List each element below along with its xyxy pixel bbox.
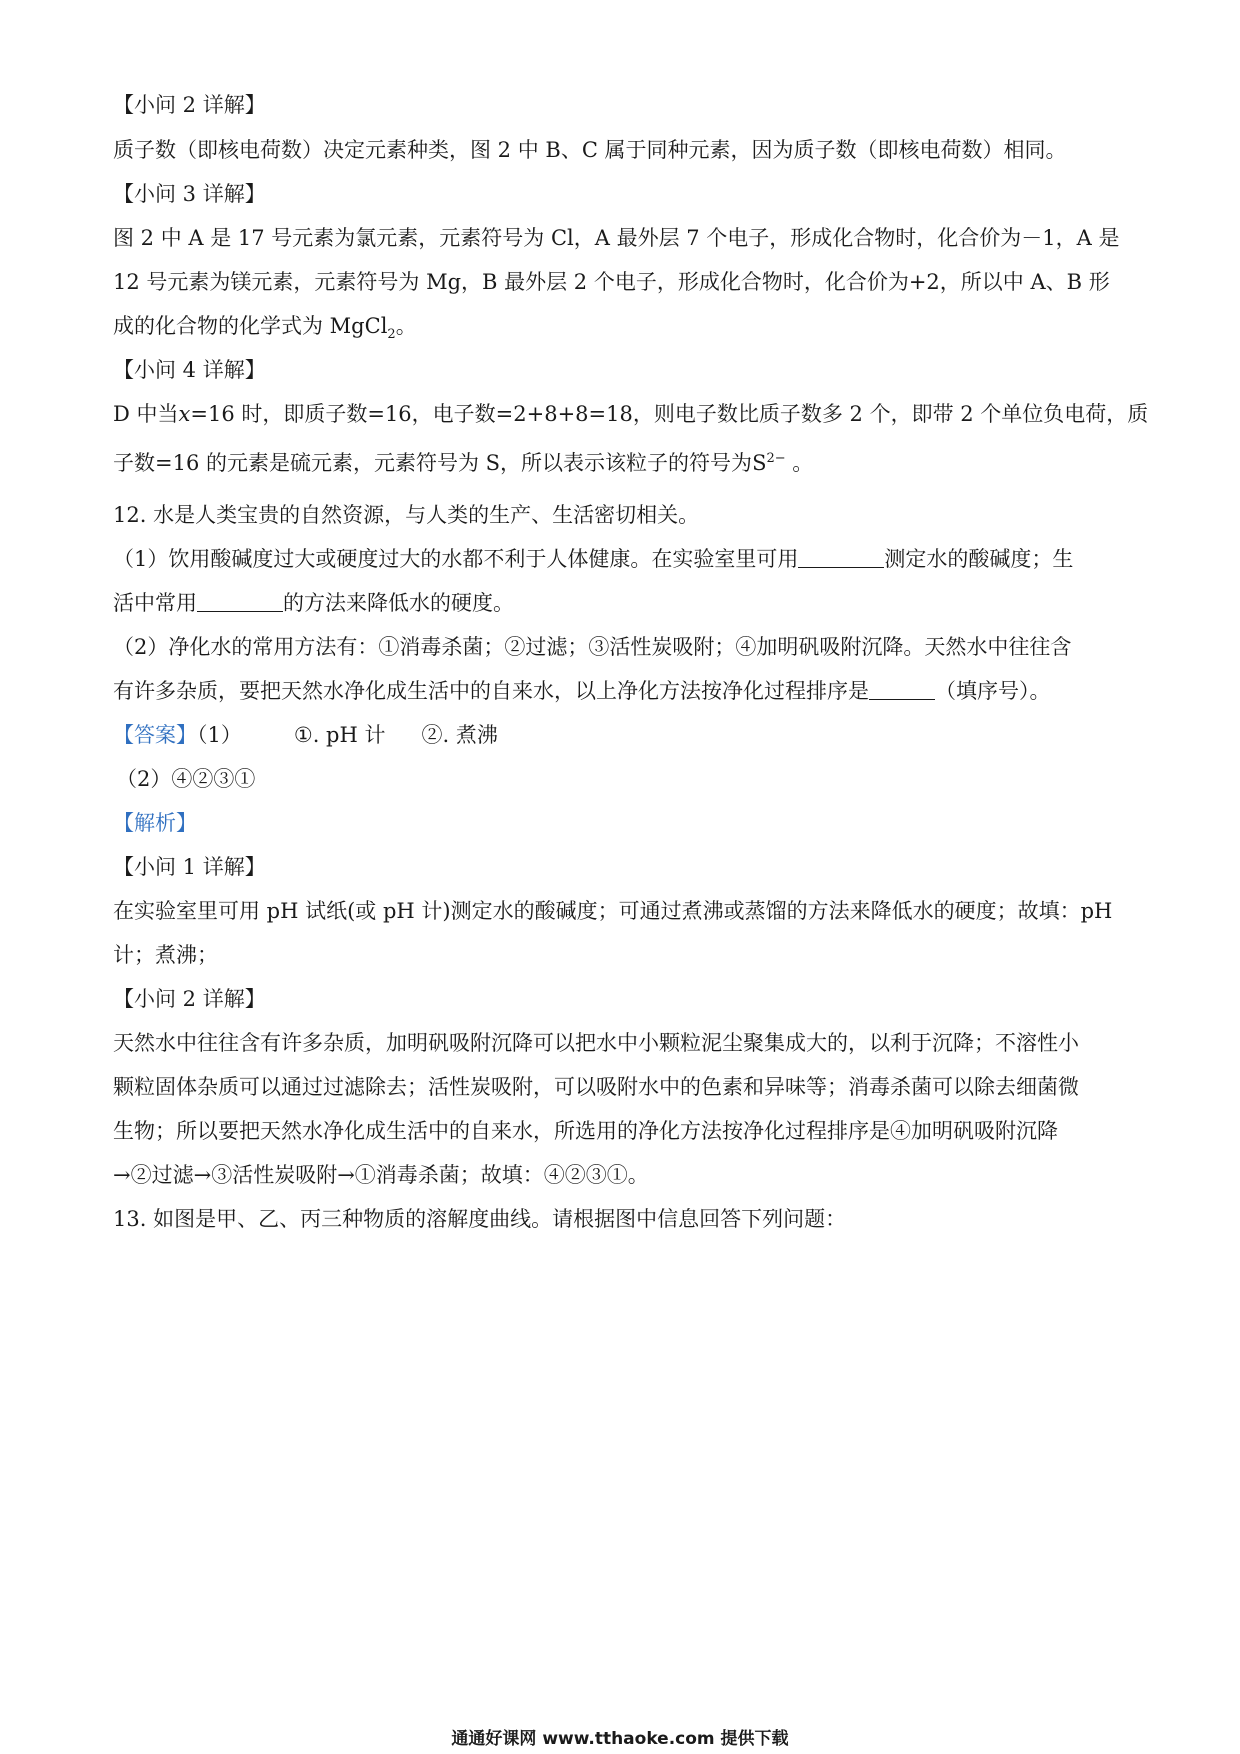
answer-blank bbox=[197, 589, 283, 612]
section-heading: 【小问 2 详解】 bbox=[113, 987, 266, 1011]
text-segment: （1） bbox=[197, 723, 242, 747]
ion-symbol: S bbox=[752, 451, 767, 475]
text-segment: 的方法来降低水的硬度。 bbox=[283, 591, 514, 615]
text-segment: 。 bbox=[785, 451, 814, 475]
paragraph-line: 在实验室里可用 pH 试纸(或 pH 计)测定水的酸碱度；可通过煮沸或蒸馏的方法来降低水的硬度；故填：pH bbox=[113, 899, 1113, 923]
page-footer: 通通好课网 www.tthaoke.com 提供下载 bbox=[451, 1729, 789, 1749]
text-segment: 活中常用 bbox=[113, 591, 197, 615]
text-segment: 。 bbox=[395, 314, 417, 338]
paragraph-line: 质子数（即核电荷数）决定元素种类，图 2 中 B、C 属于同种元素，因为质子数（即核电荷数）相同。 bbox=[113, 138, 1067, 162]
question-part: （2）净化水的常用方法有：①消毒杀菌；②过滤；③活性炭吸附；④加明矾吸附沉降。天然水中往往含 bbox=[113, 635, 1072, 659]
section-heading: 【小问 4 详解】 bbox=[113, 358, 266, 382]
text-segment: （1）饮用酸碱度过大或硬度过大的水都不利于人体健康。在实验室里可用 bbox=[113, 547, 799, 571]
ion-charge: 2− bbox=[766, 451, 786, 466]
answer-line bbox=[113, 720, 1133, 750]
text-segment: =16 时，即质子数=16，电子数=2+8+8=18，则电子数比质子数多 2 个，即带 2 个单位负电荷，质 bbox=[190, 402, 1149, 426]
section-heading: 【小问 1 详解】 bbox=[113, 855, 266, 879]
text-segment: 测定水的酸碱度；生 bbox=[884, 547, 1074, 571]
variable-x: x bbox=[178, 402, 191, 426]
answer-label: 【答案】 bbox=[113, 723, 197, 747]
subscript: 2 bbox=[387, 327, 396, 343]
question-part bbox=[113, 544, 1133, 574]
paragraph-line: 图 2 中 A 是 17 号元素为氯元素，元素符号为 Cl，A 最外层 7 个电子，形成化合物时，化合价为－1，A 是 bbox=[113, 226, 1120, 250]
question-title: 12. 水是人类宝贵的自然资源，与人类的生产、生活密切相关。 bbox=[113, 503, 700, 527]
text-segment: 有许多杂质，要把天然水净化成生活中的自来水，以上净化方法按净化过程排序是 bbox=[113, 679, 869, 703]
paragraph-line: 12 号元素为镁元素，元素符号为 Mg，B 最外层 2 个电子，形成化合物时，化合价为+2，所以中 A、B 形 bbox=[113, 270, 1110, 294]
answer-blank bbox=[798, 545, 884, 568]
paragraph-line bbox=[113, 311, 1133, 350]
paragraph-line: →②过滤→③活性炭吸附→①消毒杀菌；故填：④②③①。 bbox=[113, 1163, 649, 1187]
answer-line: （2）④②③① bbox=[116, 767, 256, 791]
paragraph-line bbox=[113, 444, 1133, 478]
question-part bbox=[113, 676, 1133, 706]
paragraph-line bbox=[113, 399, 1149, 429]
section-heading: 【小问 3 详解】 bbox=[113, 182, 266, 206]
text-segment: （填序号）。 bbox=[935, 679, 1051, 703]
paragraph-line: 颗粒固体杂质可以通过过滤除去；活性炭吸附，可以吸附水中的色素和异味等；消毒杀菌可以除去细菌微 bbox=[113, 1075, 1079, 1099]
section-heading: 【小问 2 详解】 bbox=[113, 93, 266, 117]
paragraph-line: 天然水中往往含有许多杂质，加明矾吸附沉降可以把水中小颗粒泥尘聚集成大的，以利于沉降；不溶性小 bbox=[113, 1031, 1079, 1055]
answer-blank bbox=[869, 677, 935, 700]
text-segment: 成的化合物的化学式为 MgCl bbox=[113, 314, 388, 338]
paragraph-line: 生物；所以要把天然水净化成生活中的自来水，所选用的净化方法按净化过程排序是④加明矾吸附沉降 bbox=[113, 1119, 1058, 1143]
answer-item: ①. pH 计 bbox=[293, 723, 386, 747]
answer-item: ②. 煮沸 bbox=[421, 723, 498, 747]
text-segment: D 中当 bbox=[113, 402, 179, 426]
question-title: 13. 如图是甲、乙、丙三种物质的溶解度曲线。请根据图中信息回答下列问题： bbox=[113, 1207, 847, 1231]
paragraph-line: 计；煮沸； bbox=[113, 943, 218, 967]
analysis-label: 【解析】 bbox=[113, 811, 197, 835]
text-segment: 子数=16 的元素是硫元素，元素符号为 S，所以表示该粒子的符号为 bbox=[113, 451, 753, 475]
question-part bbox=[113, 588, 1133, 618]
